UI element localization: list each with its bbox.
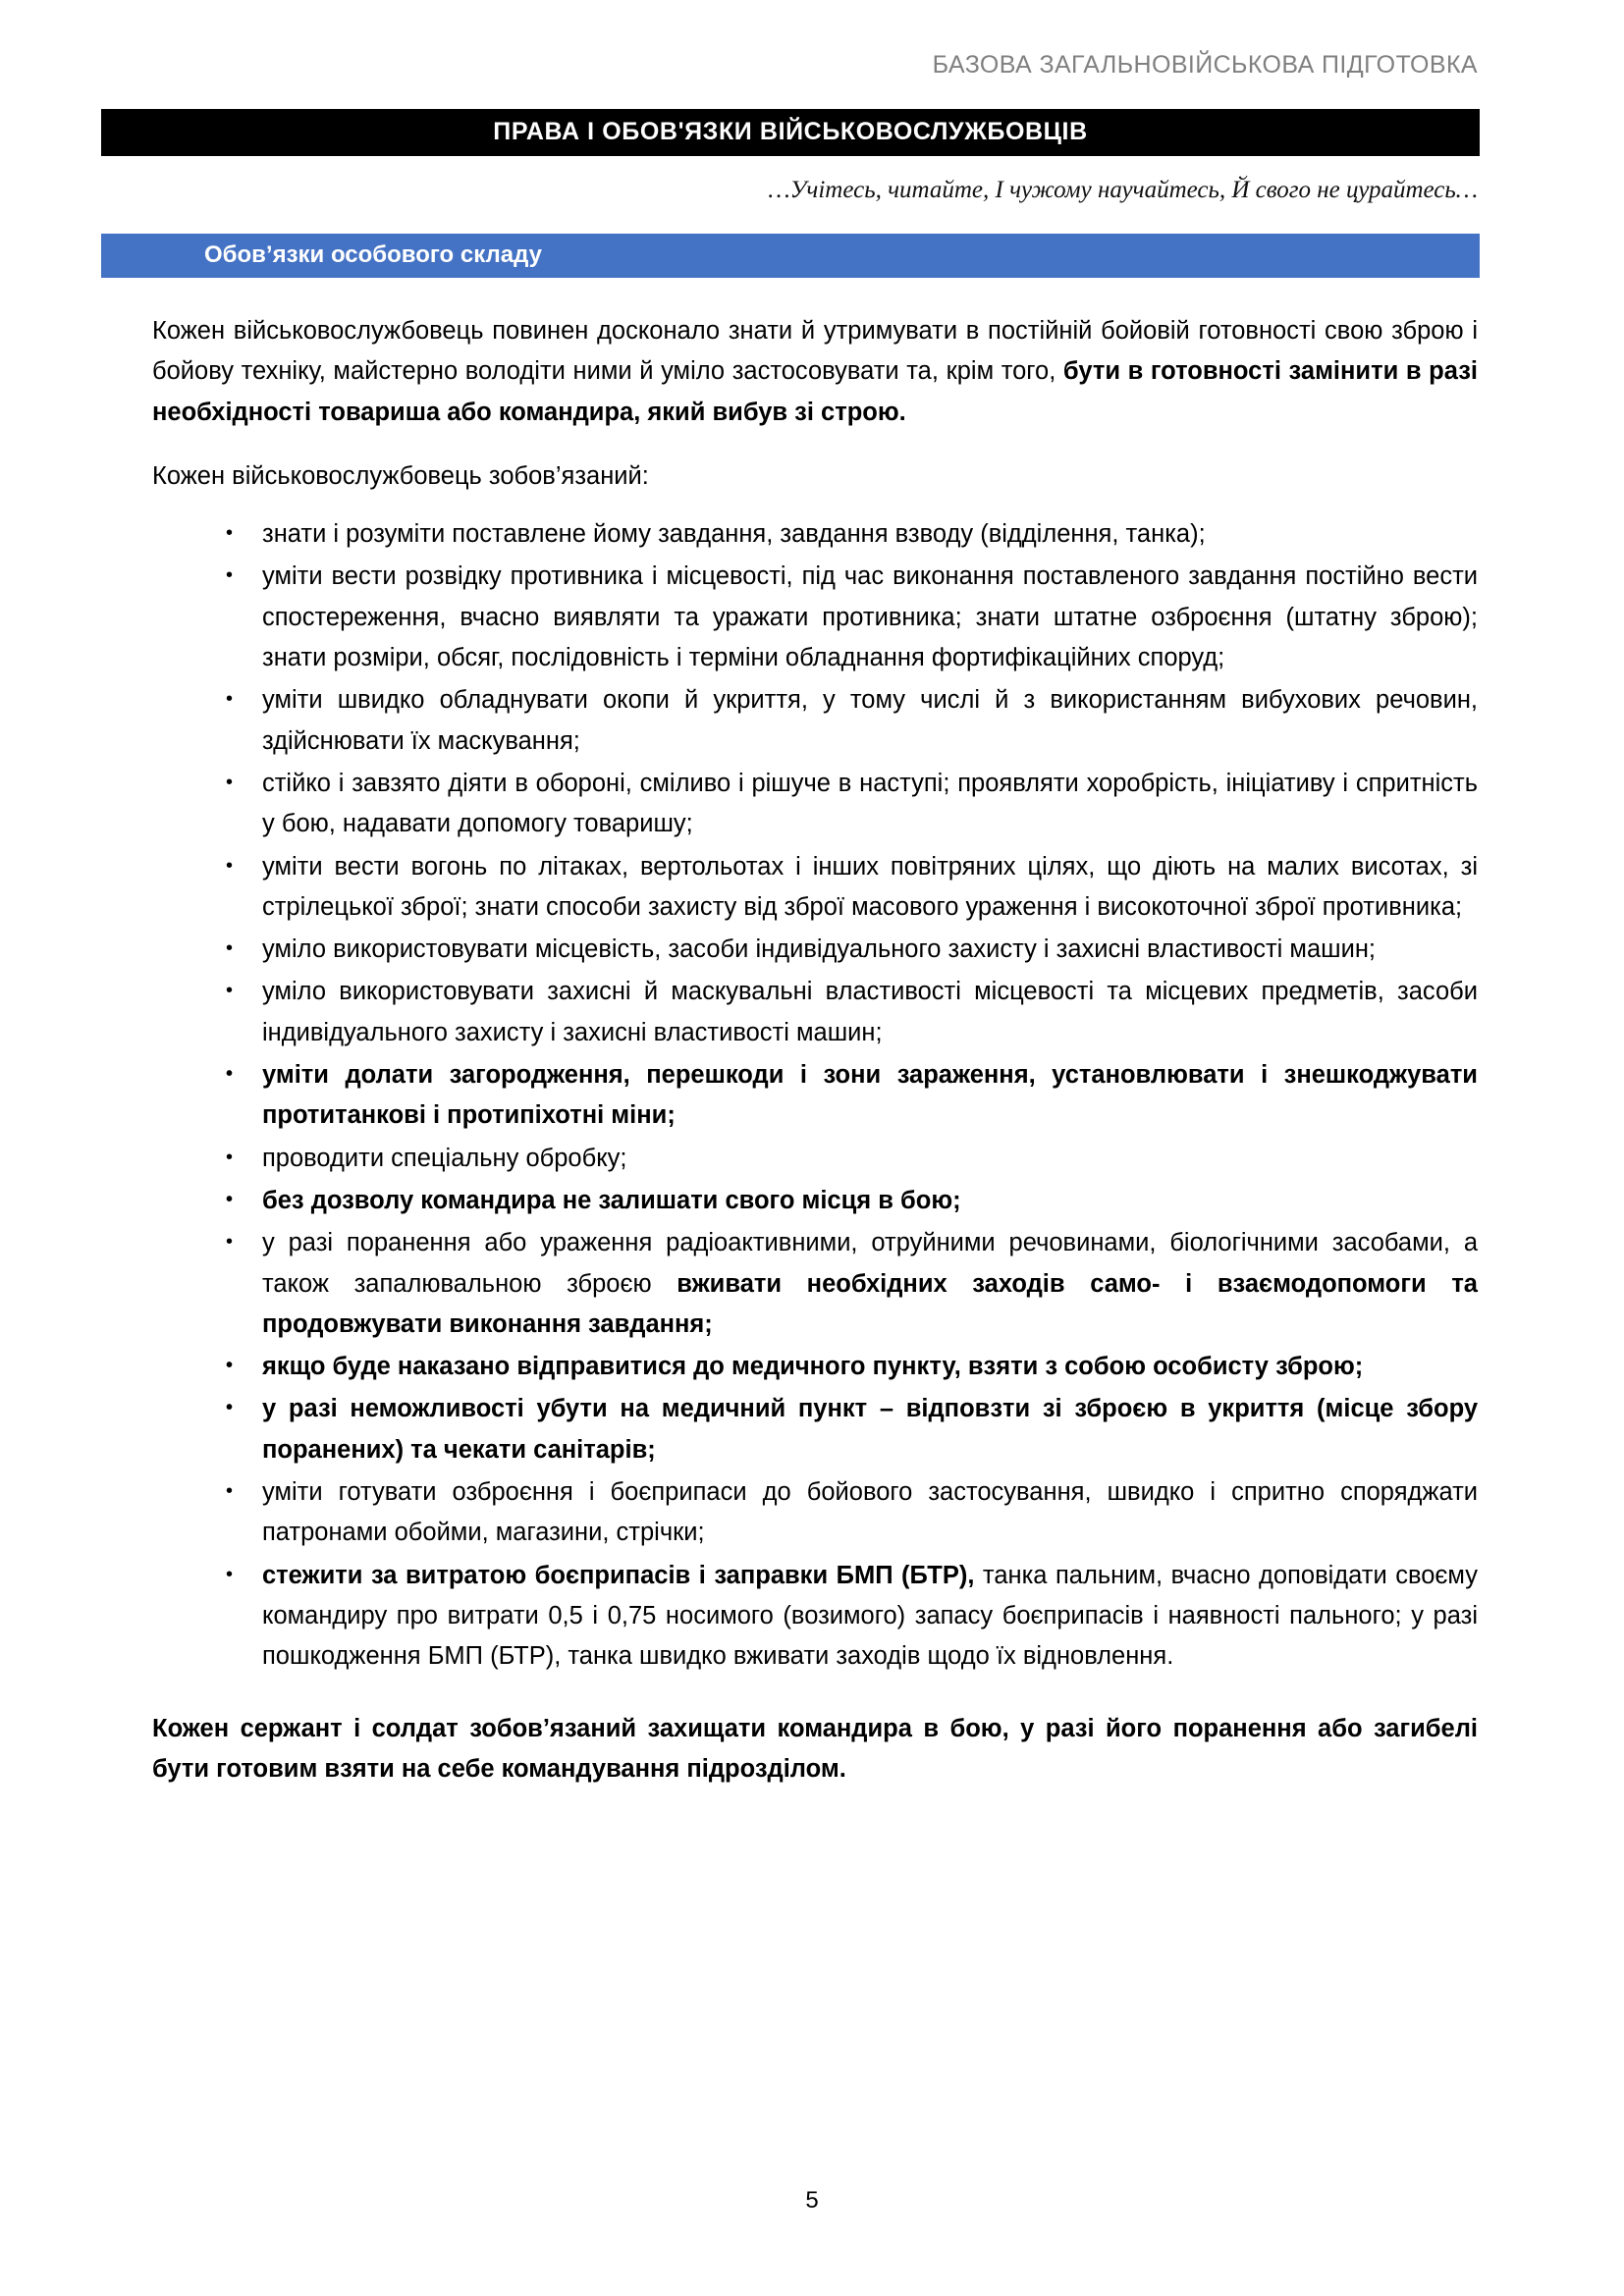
duty-text: уміти готувати озброєння і боєприпаси до бойового застосування, швидко і спритно споряджати патронами обойми, магазини, стрічки; [262,1478,1478,1547]
duty-text-bold: вживати необхідних заходів само- і взаємодопомоги та продовжувати виконання завдання; [262,1269,1478,1338]
running-head: БАЗОВА ЗАГАЛЬНОВІЙСЬКОВА ПІДГОТОВКА [932,51,1478,79]
list-item [152,1139,1478,1179]
list-item [152,1223,1478,1345]
list-item [152,1055,1478,1137]
list-item [152,680,1478,762]
duty-text: уміти долати загородження, перешкоди і зони зараження, установлювати і знешкоджувати протитанкові і протипіхотні міни; [262,1061,1478,1130]
duty-text: проводити спеціальну обробку; [262,1144,627,1172]
intro-paragraph-1-bold: бути в готовності замінити в разі необхідності товариша або командира, який вибув зі строю. [152,357,1478,426]
intro-paragraph-2: Кожен військовослужбовець зобов’язаний: [152,461,649,490]
duty-text: уміти вести вогонь по літаках, вертольотах і інших повітряних цілях, що діють на малих висотах, зі стрілецької зброї; знати способи захисту від зброї масового ураження і високоточної зброї противника; [262,852,1478,921]
list-item [152,1389,1478,1470]
closing-paragraph: Кожен сержант і солдат зобов’язаний захищати командира в бою, у разі його поранення або загибелі бути готовим взяти на себе командування підрозділом. [152,1714,1478,1783]
duty-text-normal: танка пальним, вчасно доповідати своєму командиру про витрати 0,5 і 0,75 носимого (возимого) запасу боєприпасів і наявності пального; у разі пошкодження БМП (БТР), танка швидко вживати заходів щодо їх відновлення. [262,1561,1478,1671]
list-item [152,1556,1478,1678]
list-item [152,1347,1478,1387]
duty-text-bold: стежити за витратою боєприпасів і заправки БМП (БТР), [262,1561,975,1589]
duties-list [152,514,1478,1677]
list-item [152,847,1478,929]
duty-text: у разі неможливості убути на медичний пункт – відповзти зі зброєю в укриття (місце збору поранених) та чекати санітарів; [262,1395,1478,1464]
list-item [152,1472,1478,1554]
intro-paragraph-1-text: Кожен військовослужбовець повинен досконало знати й утримувати в постійній бойовій готовності свою зброю і бойову техніку, майстерно володіти ними й уміло застосовувати та, крім того, [152,317,1478,386]
list-item [152,972,1478,1053]
page-number: 5 [805,2187,819,2214]
list-item [152,1181,1478,1221]
page-content [152,0,1478,1789]
page-title: ПРАВА І ОБОВ'ЯЗКИ ВІЙСЬКОВОСЛУЖБОВЦІВ [101,109,1480,156]
list-item [152,557,1478,678]
duty-text: уміло використовувати захисні й маскувальні властивості місцевості та місцевих предметів, засоби індивідуального захисту і захисні властивості машин; [262,978,1478,1046]
duty-text: уміти вести розвідку противника і місцевості, під час виконання поставленого завдання постійно вести спостереження, вчасно виявляти та уражати противника; знати штатне озброєння (штатну зброю); знати розміри, обсяг, послідовність і терміни обладнання фортифікаційних споруд; [262,562,1478,672]
duty-text: знати і розуміти поставлене йому завдання, завдання взводу (відділення, танка); [262,520,1206,549]
duty-text: без дозволу командира не залишати свого місця в бою; [262,1186,961,1214]
duty-text: уміти швидко обладнувати окопи й укриття, у тому числі й з використанням вибухових речовин, здійснювати їх маскування; [262,686,1478,755]
section-heading-label: Обов’язки особового складу [204,241,543,268]
list-item [152,514,1478,555]
section-heading-bar [101,234,1480,278]
list-item [152,930,1478,970]
epigraph-quote: …Учітесь, читайте, І чужому научайтесь, Й свого не цурайтесь… [768,177,1478,203]
duty-text: уміло використовувати місцевість, засоби індивідуального захисту і захисні властивості машин; [262,935,1377,964]
intro-paragraph-1 [152,278,1478,433]
duty-text-normal: у разі поранення або ураження радіоактивними, отруйними речовинами, біологічними засобами, а також запалювальною зброєю [262,1229,1478,1298]
duty-text: стійко і завзято діяти в обороні, сміливо і рішуче в наступі; проявляти хоробрість, ініціативу і спритність у бою, надавати допомогу товаришу; [262,769,1478,838]
duty-text: якщо буде наказано відправитися до медичного пункту, взяти з собою особисту зброю; [262,1353,1364,1381]
list-item [152,764,1478,845]
